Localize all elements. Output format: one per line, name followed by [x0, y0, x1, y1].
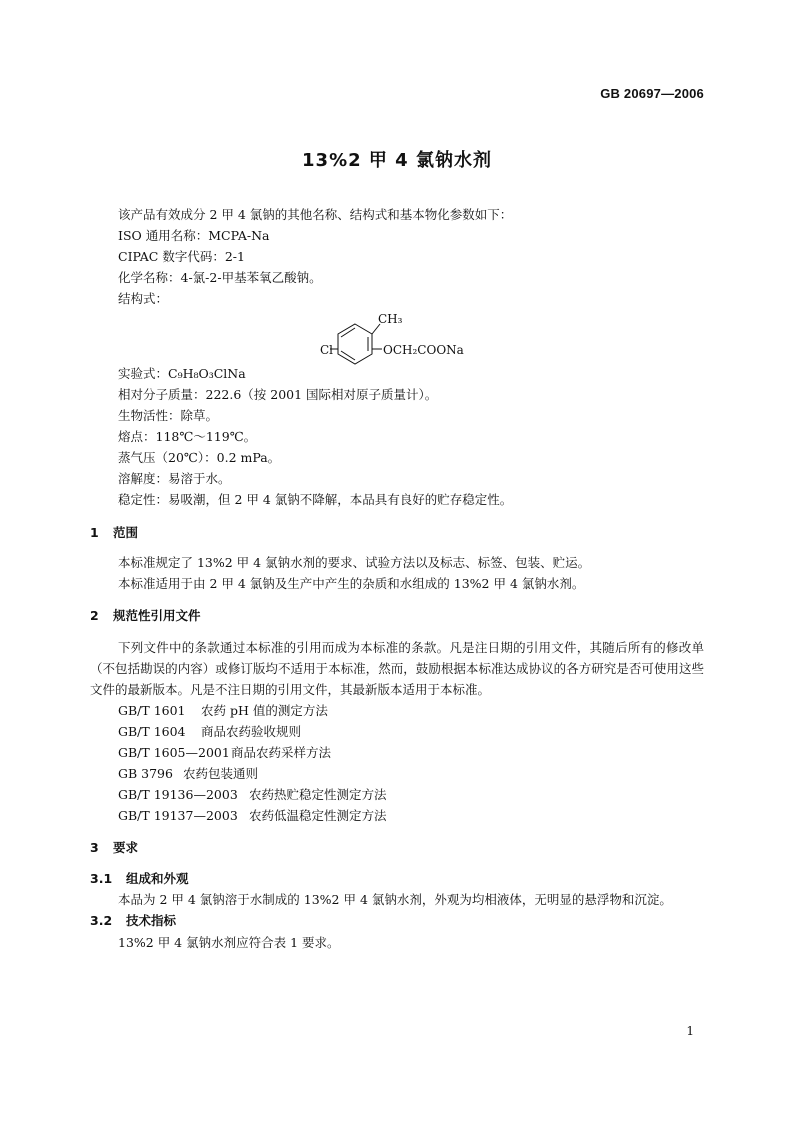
page-number: 1 [686, 1024, 694, 1038]
substituent-oxyacetate: OCH₂COONa [383, 343, 464, 357]
substituent-methyl: CH₃ [378, 312, 403, 326]
property-stability: 稳定性：易吸潮，但 2 甲 4 氯钠不降解，本品具有良好的贮存稳定性。 [118, 492, 513, 507]
structural-formula [300, 306, 500, 366]
subsection-number: 3.1 [90, 871, 113, 886]
reference-code: GB/T 1605—2001 [118, 745, 230, 760]
section-number: 1 [90, 525, 99, 540]
section-title: 范围 [113, 525, 139, 540]
property-molar-mass: 相对分子质量：222.6（按 2001 国际相对原子质量计）。 [118, 387, 438, 402]
reference-code: GB/T 1604 [118, 724, 186, 739]
composition-text: 本品为 2 甲 4 氯钠溶于水制成的 13%2 甲 4 氯钠水剂，外观为均相液体，无明显的悬浮物和沉淀。 [118, 892, 672, 907]
intro-line: 结构式： [118, 291, 169, 306]
scope-paragraph: 本标准适用于由 2 甲 4 氯钠及生产中产生的杂质和水组成的 13%2 甲 4 氯钠水剂。 [118, 576, 585, 591]
property-solubility: 溶解度：易溶于水。 [118, 471, 231, 486]
reference-name: 商品农药验收规则 [201, 724, 302, 739]
specification-text: 13%2 甲 4 氯钠水剂应符合表 1 要求。 [118, 935, 340, 950]
reference-code: GB/T 1601 [118, 703, 186, 718]
standard-code: GB 20697—2006 [600, 86, 704, 101]
substituent-chloro: Cl [320, 343, 334, 357]
property-vapor-pressure: 蒸气压（20℃）：0.2 mPa。 [118, 450, 281, 465]
subsection-title: 组成和外观 [126, 871, 189, 886]
reference-name: 农药 pH 值的测定方法 [201, 703, 328, 718]
intro-line: ISO 通用名称：MCPA-Na [118, 228, 270, 243]
reference-name: 商品农药采样方法 [231, 745, 332, 760]
reference-code: GB 3796 [118, 766, 173, 781]
section-number: 2 [90, 608, 99, 623]
intro-line: CIPAC 数字代码：2-1 [118, 249, 245, 264]
reference-name: 农药低温稳定性测定方法 [249, 808, 387, 823]
reference-name: 农药包装通则 [183, 766, 259, 781]
scope-paragraph: 本标准规定了 13%2 甲 4 氯钠水剂的要求、试验方法以及标志、标签、包装、贮运。 [118, 555, 591, 570]
benzene-ring [338, 324, 372, 364]
property-melting-point: 熔点：118℃～119℃。 [118, 429, 257, 444]
subsection-title: 技术指标 [126, 913, 177, 928]
section-title: 规范性引用文件 [113, 608, 201, 623]
reference-name: 农药热贮稳定性测定方法 [249, 787, 387, 802]
section-number: 3 [90, 840, 99, 855]
property-bioactivity: 生物活性：除草。 [118, 408, 219, 423]
intro-line: 化学名称：4-氯-2-甲基苯氧乙酸钠。 [118, 270, 322, 285]
reference-code: GB/T 19137—2003 [118, 808, 238, 823]
references-paragraph: 下列文件中的条款通过本标准的引用而成为本标准的条款。凡是注日期的引用文件，其随后所有的修改单（不包括勘误的内容）或修订版均不适用于本标准，然而，鼓励根据本标准达成协议的各方研究是否可使用这些文件的最新版本。凡是不注日期的引用文件，其最新版本适用于本标准。 [90, 640, 704, 697]
reference-code: GB/T 19136—2003 [118, 787, 238, 802]
section-title: 要求 [113, 840, 139, 855]
intro-line: 该产品有效成分 2 甲 4 氯钠的其他名称、结构式和基本物化参数如下： [118, 207, 513, 222]
page-title: 13%2 甲 4 氯钠水剂 [302, 150, 492, 171]
property-formula: 实验式：C₉H₈O₃ClNa [118, 366, 246, 381]
subsection-number: 3.2 [90, 913, 113, 928]
